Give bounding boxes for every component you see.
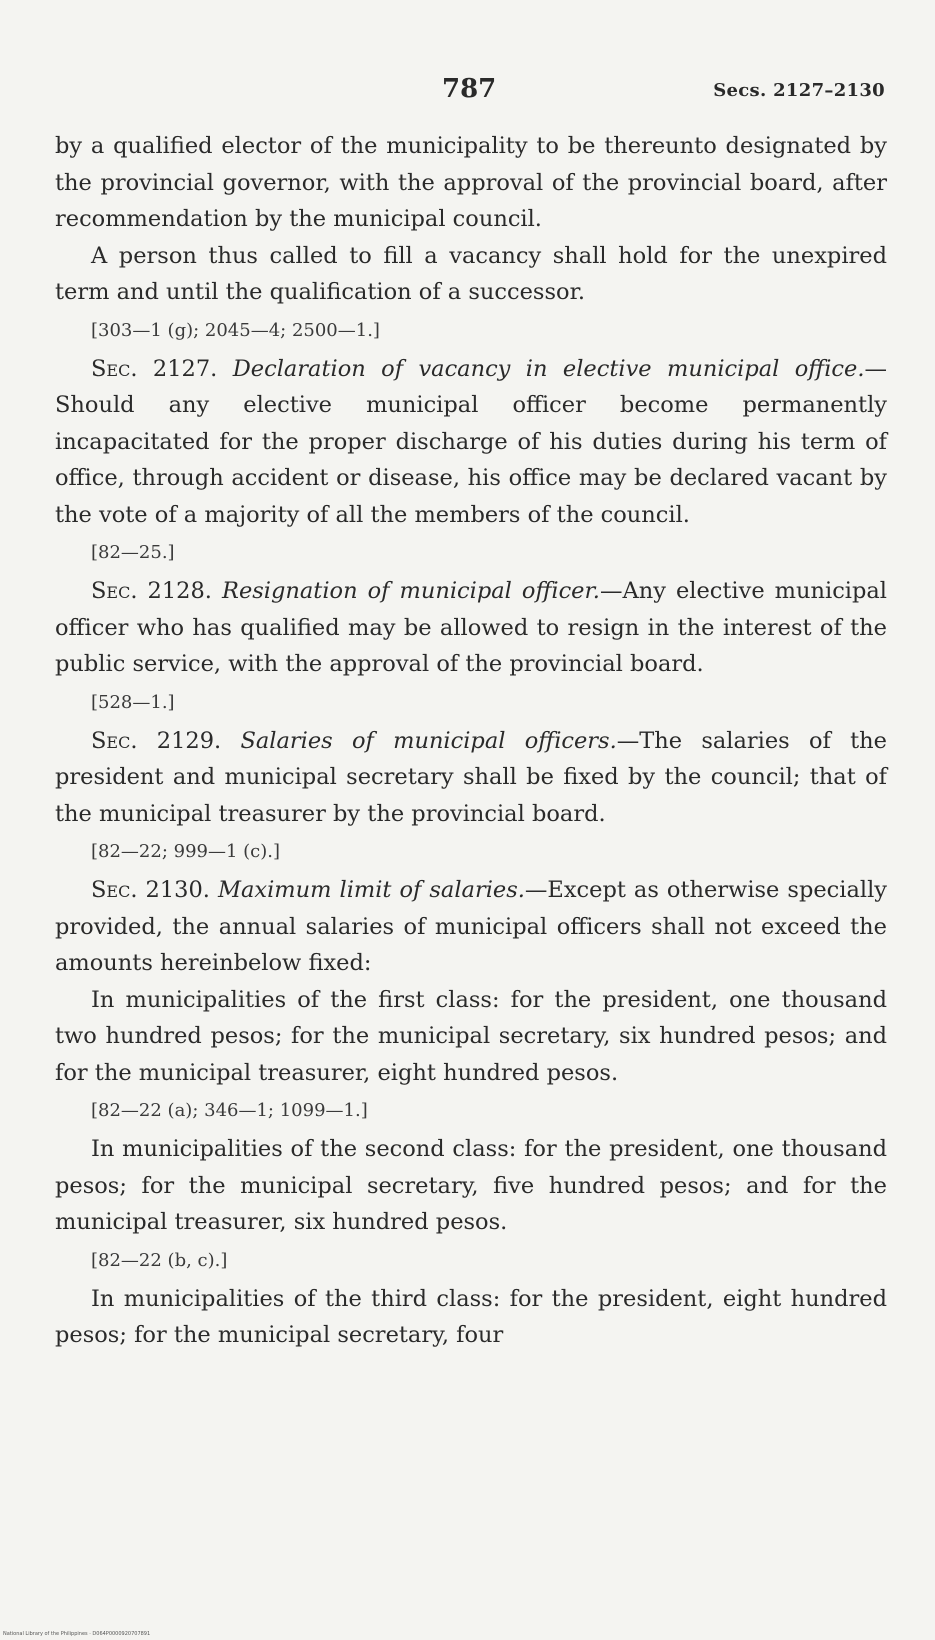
paragraph-third-class: In municipalities of the third class: for the president, eight hundred pesos; for the municipal secretary, four — [55, 1285, 887, 1348]
section-2129 — [55, 723, 887, 833]
section-text: —Except as otherwise specially provided, the annual salaries of municipal officers shall not exceed the amounts hereinbelow fixed: — [55, 877, 887, 976]
citation: [82—22 (a); 346—1; 1099—1.] — [91, 1100, 368, 1121]
page-number: 787 — [442, 74, 497, 104]
section-text: —Any elective municipal officer who has qualified may be allowed to resign in the interest of the public service, with the approval of the provincial board. — [55, 578, 888, 677]
section-title: Resignation of municipal officer. — [222, 578, 600, 604]
paragraph-vacancy-term: A person thus called to fill a vacancy shall hold for the unexpired term and until the qualification of a successor. — [55, 242, 887, 305]
section-text: —The salaries of the president and municipal secretary shall be fixed by the council; that of the municipal treasurer by the provincial board. — [55, 727, 887, 827]
section-2127 — [55, 351, 887, 534]
citation: [82—22 (b, c).] — [91, 1249, 228, 1271]
section-text: —Should any elective municipal officer become permanently incapacitated for the proper discharge of his duties during his term of office, through accident or disease, his office may be declared vacant by the vote of a majority of all the members of the council. — [55, 355, 887, 528]
paragraph-continuation: by a qualified elector of the municipality to be thereunto designated by the provincial governor, with the approval of the provincial board, after recommendation by the municipal council. — [55, 133, 887, 232]
paragraph-first-class: In municipalities of the first class: for the president, one thousand two hundred pesos; for the municipal secretary, six hundred pesos; and for the municipal treasurer, eight hundred pesos. — [55, 986, 887, 1086]
page-body — [55, 128, 887, 1354]
section-number: Sec. 2129. — [91, 727, 222, 754]
citation: [82—25.] — [91, 542, 175, 563]
paragraph-second-class: In municipalities of the second class: for the president, one thousand pesos; for the municipal secretary, five hundred pesos; and for the municipal treasurer, six hundred pesos. — [55, 1136, 887, 1235]
scan-watermark: National Library of the Philippines · D064P0000920707891 — [3, 1631, 151, 1637]
section-number: Sec. 2130. — [91, 877, 210, 903]
citation: [528—1.] — [91, 691, 175, 713]
section-2128 — [55, 573, 887, 683]
section-title: Maximum limit of salaries. — [217, 877, 525, 903]
section-2130 — [55, 872, 887, 982]
section-title: Declaration of vacancy in elective municipal office. — [232, 355, 865, 382]
running-head: Secs. 2127–2130 — [713, 80, 885, 101]
citation: [82—22; 999—1 (c).] — [91, 841, 281, 862]
citation: [303—1 (g); 2045—4; 2500—1.] — [91, 319, 380, 341]
section-title: Salaries of municipal officers. — [240, 727, 617, 754]
page-header — [0, 74, 935, 114]
section-number: Sec. 2128. — [91, 578, 212, 604]
section-number: Sec. 2127. — [91, 355, 218, 382]
